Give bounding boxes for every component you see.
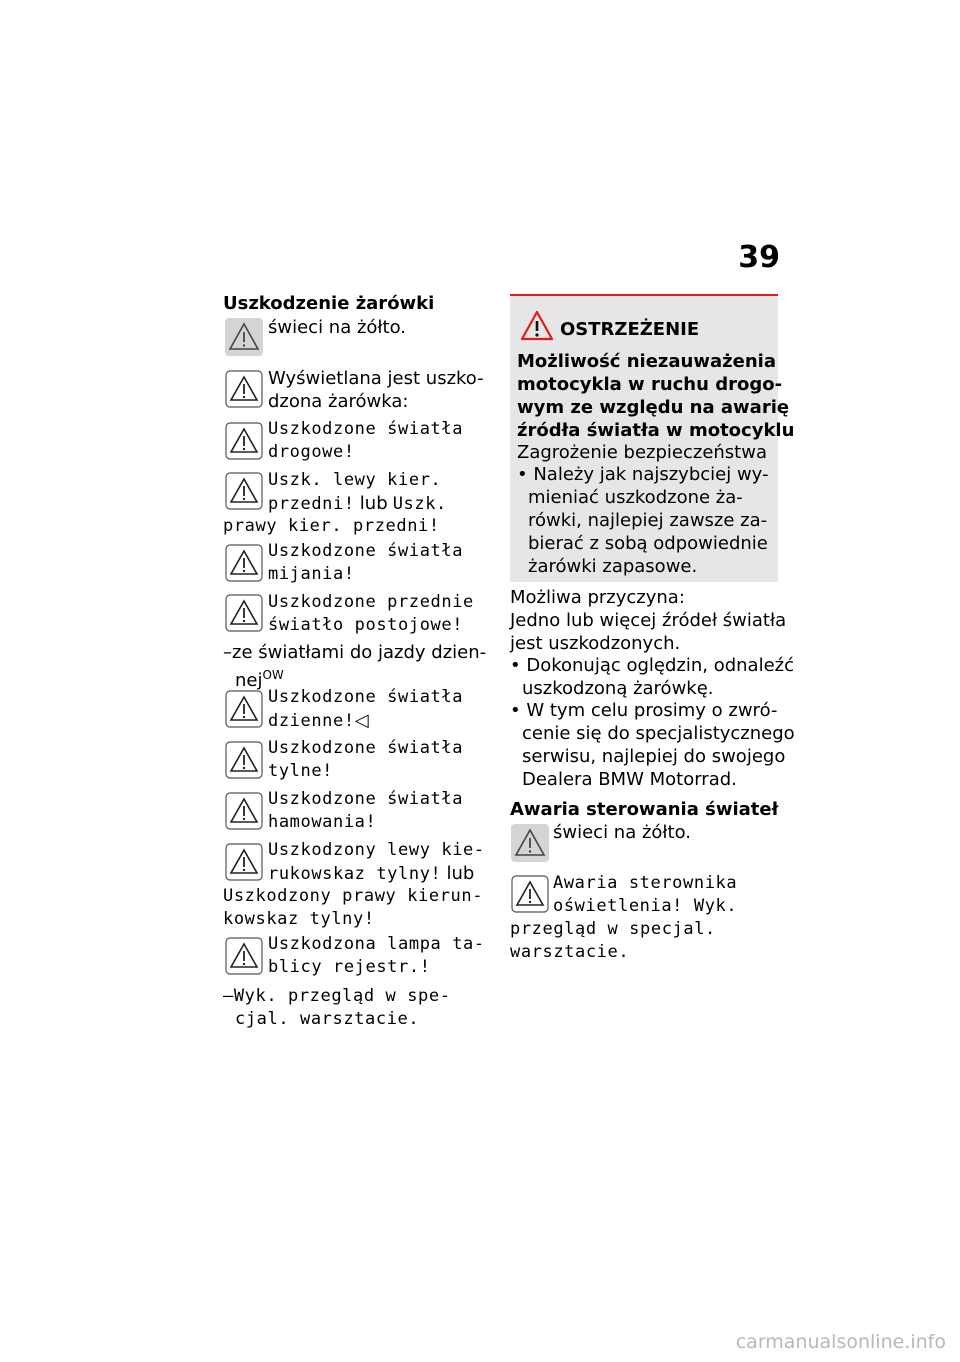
warning-instruction-line-3: rówki, najlepiej zawsze za- bbox=[528, 510, 768, 531]
message-front-indicator-line-2 bbox=[268, 492, 447, 516]
possible-cause-label: Możliwa przyczyna: bbox=[510, 587, 685, 608]
warning-triangle-icon bbox=[225, 544, 263, 582]
warning-lamp-icon bbox=[511, 824, 549, 862]
message-light-control-line-2: oświetlenia! Wyk. bbox=[553, 896, 738, 916]
drl-condition-word: nej bbox=[235, 670, 263, 691]
warning-triangle-icon bbox=[225, 690, 263, 728]
message-front-indicator-line-1: Uszk. lewy kier. bbox=[268, 470, 442, 490]
or-text: lub bbox=[446, 863, 475, 884]
action-2-line-1: • W tym celu prosimy o zwró- bbox=[510, 700, 778, 721]
message-plate-light-line-2: blicy rejestr.! bbox=[268, 957, 431, 977]
message-light-control-line-4: warsztacie. bbox=[510, 942, 630, 962]
warning-bold-line-4: źródła światła w motocyklu bbox=[517, 420, 795, 441]
message-drl-line-2 bbox=[268, 709, 369, 733]
message-low-beam-line-1: Uszkodzone światła bbox=[268, 541, 464, 561]
message-front-right-indicator-start: Uszk. bbox=[392, 494, 447, 514]
intro-line-1: Wyświetlana jest uszko- bbox=[268, 368, 484, 389]
message-rear-indicator-line-1: Uszkodzony lewy kie- bbox=[268, 840, 485, 860]
message-low-beam-line-2: mijania! bbox=[268, 564, 355, 584]
intro-line-2: dzona żarówka: bbox=[268, 391, 409, 412]
message-parking-light-line-1: Uszkodzone przednie bbox=[268, 592, 474, 612]
message-drl-text: dzienne! bbox=[268, 711, 355, 731]
warning-instruction-line-2: mieniać uszkodzone ża- bbox=[528, 487, 743, 508]
warning-risk: Zagrożenie bezpieczeństwa bbox=[517, 442, 767, 463]
warning-bold-line-3: wym ze względu na awarię bbox=[517, 397, 790, 418]
warning-instruction-line-4: bierać z sobą odpowiednie bbox=[528, 533, 768, 554]
action-1-line-2: uszkodzoną żarówkę. bbox=[522, 678, 714, 699]
message-high-beam-line-1: Uszkodzone światła bbox=[268, 419, 464, 439]
message-front-left-indicator-end: przedni! bbox=[268, 494, 355, 514]
service-instruction-line-1: –Wyk. przegląd w spe- bbox=[223, 986, 451, 1006]
action-2-line-2: cenie się do specjalistycznego bbox=[522, 723, 795, 744]
possible-cause-line-2: jest uszkodzonych. bbox=[510, 633, 681, 654]
message-drl-line-1: Uszkodzone światła bbox=[268, 687, 464, 707]
message-brake-light-line-1: Uszkodzone światła bbox=[268, 789, 464, 809]
message-front-right-indicator-end: prawy kier. przedni! bbox=[223, 516, 440, 536]
drl-condition-line-1: –ze światłami do jazdy dzien- bbox=[223, 642, 487, 663]
message-rear-left-indicator-end: rukowskaz tylny! bbox=[268, 864, 442, 884]
warning-triangle-icon bbox=[225, 843, 263, 881]
section-heading-light-control-failure: Awaria sterowania świateł bbox=[510, 799, 779, 820]
warning-triangle-icon bbox=[225, 370, 263, 408]
warning-triangle-icon bbox=[225, 594, 263, 632]
warning-triangle-icon bbox=[225, 792, 263, 830]
warning-triangle-icon bbox=[225, 741, 263, 779]
action-2-line-4: Dealera BMW Motorrad. bbox=[522, 769, 737, 790]
message-light-control-line-3: przegląd w specjal. bbox=[510, 919, 716, 939]
page-number: 39 bbox=[738, 240, 780, 275]
message-brake-light-line-2: hamowania! bbox=[268, 812, 377, 832]
warning-exclamation-icon bbox=[520, 309, 554, 343]
warning-triangle-icon bbox=[225, 422, 263, 460]
warning-instruction-line-5: żarówki zapasowe. bbox=[528, 556, 698, 577]
or-text: lub bbox=[359, 493, 388, 514]
warning-triangle-icon bbox=[225, 937, 263, 975]
action-2-line-3: serwisu, najlepiej do swojego bbox=[522, 746, 786, 767]
message-light-control-line-1: Awaria sterownika bbox=[553, 873, 738, 893]
lamp-status-text: świeci na żółto. bbox=[268, 317, 407, 338]
possible-cause-line-1: Jedno lub więcej źródeł światła bbox=[510, 610, 787, 631]
end-of-option-symbol: ◁ bbox=[354, 710, 369, 731]
lamp-status-text-2: świeci na żółto. bbox=[553, 822, 692, 843]
service-instruction-line-2: cjal. warsztacie. bbox=[235, 1009, 420, 1029]
warning-triangle-icon bbox=[225, 472, 263, 510]
watermark-text: carmanualsonline.info bbox=[735, 1331, 946, 1353]
warning-triangle-icon bbox=[511, 875, 549, 913]
message-rear-right-indicator-line-1: Uszkodzony prawy kierun- bbox=[223, 886, 484, 906]
warning-bold-line-1: Możliwość niezauważenia bbox=[517, 351, 776, 372]
section-heading-bulb-failure: Uszkodzenie żarówki bbox=[223, 293, 435, 314]
message-tail-light-line-2: tylne! bbox=[268, 761, 334, 781]
message-parking-light-line-2: światło postojowe! bbox=[268, 615, 464, 635]
message-tail-light-line-1: Uszkodzone światła bbox=[268, 738, 464, 758]
warning-title: OSTRZEŻENIE bbox=[560, 319, 700, 340]
action-1-line-1: • Dokonując oględzin, odnaleźć bbox=[510, 655, 795, 676]
optional-equipment-marker: OW bbox=[262, 668, 284, 682]
message-plate-light-line-1: Uszkodzona lampa ta- bbox=[268, 934, 485, 954]
warning-bold-line-2: motocykla w ruchu drogo- bbox=[517, 374, 783, 395]
message-rear-indicator-line-2 bbox=[268, 862, 474, 886]
warning-instruction-line-1: • Należy jak najszybciej wy- bbox=[517, 464, 769, 485]
warning-lamp-icon bbox=[225, 318, 263, 356]
message-rear-right-indicator-line-2: kowskaz tylny! bbox=[223, 909, 375, 929]
message-high-beam-line-2: drogowe! bbox=[268, 442, 355, 462]
